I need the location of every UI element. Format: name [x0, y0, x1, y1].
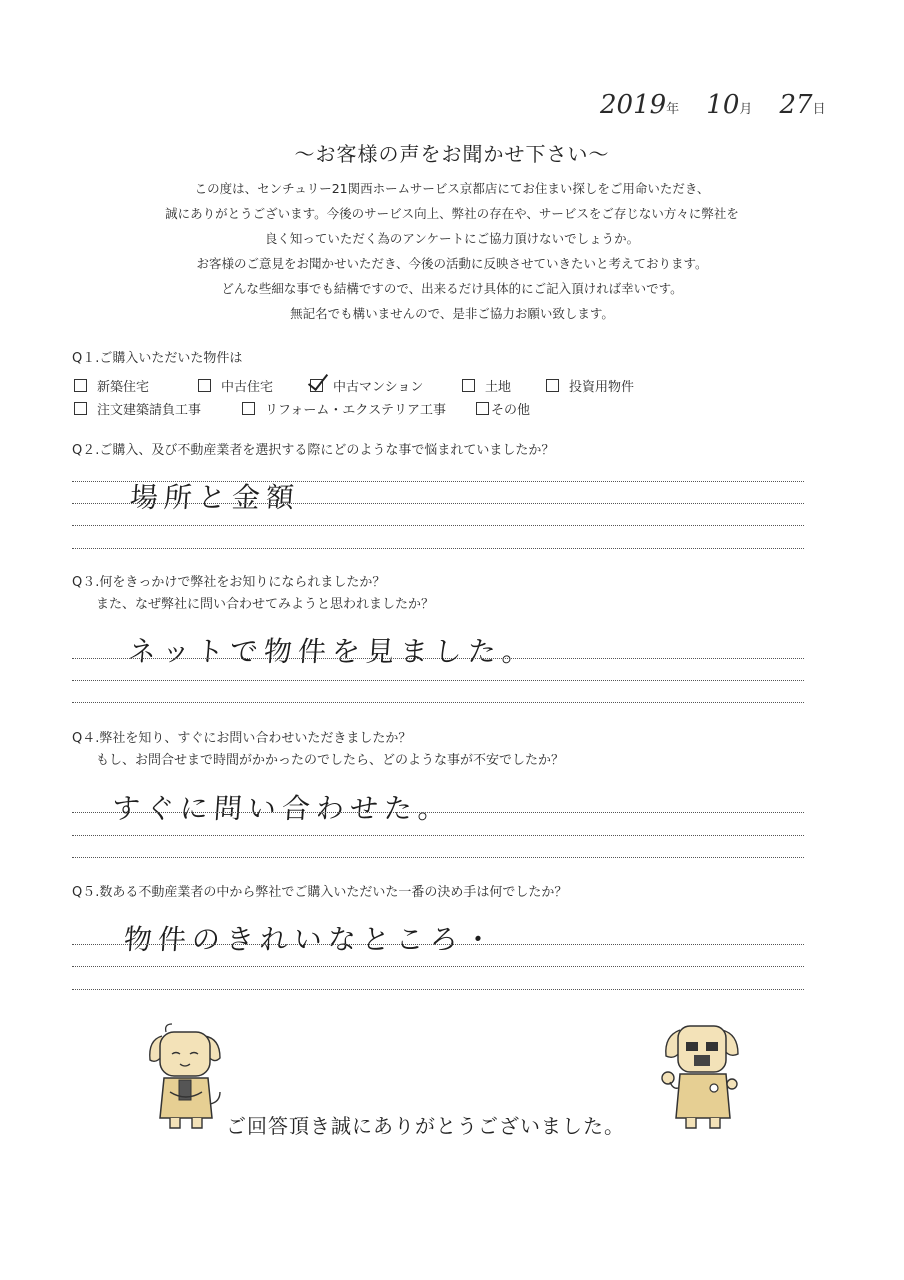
intro-line: お客様のご意見をお聞かせいただき、今後の活動に反映させていきたいと考えております。 — [196, 256, 708, 271]
q5-answer[interactable]: 物件のきれいなところ・ — [122, 923, 500, 956]
option-label: 新築住宅 — [97, 380, 150, 395]
date-day: 27 — [779, 90, 813, 120]
answer-line — [72, 812, 804, 813]
answer-line — [72, 548, 804, 549]
mascot-dog-left-icon — [146, 1020, 226, 1132]
answer-line — [72, 503, 804, 504]
answer-line — [72, 966, 804, 967]
intro-line: 誠にありがとうございます。今後のサービス向上、弊社の存在や、サービスをご存じない方々に弊社を — [165, 206, 739, 221]
date-month: 10 — [706, 90, 740, 120]
option-label: 土地 — [485, 380, 512, 395]
checkbox-checked[interactable] — [310, 379, 323, 392]
date-year: 2019 — [600, 90, 667, 120]
q4-question-sub: もし、お問合せまで時間がかかったのでしたら、どのような事が不安でしたか？ — [96, 753, 565, 768]
option-label: リフォーム・エクステリア工事 — [265, 403, 446, 418]
q1-option-new-house[interactable] — [74, 376, 149, 395]
q1-option-investment[interactable] — [546, 376, 634, 395]
option-label: 中古マンション — [333, 380, 424, 395]
q2-answer[interactable]: 場所と金額 — [128, 481, 302, 514]
checkbox[interactable] — [198, 379, 211, 392]
option-label: 注文建築請負工事 — [97, 403, 202, 418]
answer-line — [72, 658, 804, 659]
q4-answer[interactable]: すぐに問い合わせた。 — [110, 792, 454, 825]
q1-option-used-mansion[interactable] — [310, 376, 423, 395]
q1-option-used-house[interactable] — [198, 376, 273, 395]
q1-option-land[interactable] — [462, 376, 511, 395]
answer-line — [72, 835, 804, 836]
q2-question: Q２.ご購入、及び不動産業者を選択する際にどのような事で悩まれていましたか？ — [72, 443, 555, 458]
answer-line — [72, 989, 804, 990]
checkbox[interactable] — [242, 402, 255, 415]
answer-line — [72, 702, 804, 703]
option-label: 中古住宅 — [221, 380, 274, 395]
intro-line: 無記名でも構いませんので、是非ご協力お願い致します。 — [290, 306, 614, 321]
intro-text — [0, 176, 904, 326]
checkbox[interactable] — [546, 379, 559, 392]
checkbox[interactable] — [74, 379, 87, 392]
answer-line — [72, 944, 804, 945]
answer-line — [72, 481, 804, 482]
q5-question: Q５.数ある不動産業者の中から弊社でご購入いただいた一番の決め手は何でしたか？ — [72, 885, 568, 900]
q3-question: Q３.何をきっかけで弊社をお知りになられましたか？ — [72, 575, 386, 590]
answer-line — [72, 857, 804, 858]
option-label: 投資用物件 — [569, 380, 635, 395]
checkbox[interactable] — [476, 402, 489, 415]
intro-line: この度は、センチュリー21関西ホームサービス京都店にてお住まい探しをご用命いただき、 — [194, 181, 710, 196]
q1-question: Q１.ご購入いただいた物件は — [72, 351, 243, 366]
q3-answer[interactable]: ネットで物件を見ました。 — [126, 635, 538, 668]
date-month-label: 月 — [739, 102, 753, 117]
answer-line — [72, 525, 804, 526]
date-day-label: 日 — [812, 102, 826, 117]
checkbox[interactable] — [74, 402, 87, 415]
mascot-dog-right-icon — [658, 1022, 748, 1134]
checkbox[interactable] — [462, 379, 475, 392]
q1-option-other[interactable] — [476, 399, 530, 418]
q3-question-sub: また、なぜ弊社に問い合わせてみようと思われましたか？ — [96, 597, 435, 612]
survey-date — [600, 90, 840, 130]
survey-title: ～お客様の声をお聞かせ下さい～ — [294, 142, 610, 166]
q1-option-custom-build[interactable] — [74, 399, 201, 418]
q4-question: Q４.弊社を知り、すぐにお問い合わせいただきましたか？ — [72, 731, 412, 746]
date-year-label: 年 — [666, 102, 680, 117]
option-label: その他 — [491, 403, 531, 418]
thanks-message: ご回答頂き誠にありがとうございました。 — [226, 1114, 625, 1138]
intro-line: 良く知っていただく為のアンケートにご協力頂けないでしょうか。 — [264, 231, 640, 246]
intro-line: どんな些細な事でも結構ですので、出来るだけ具体的にご記入頂ければ幸いです。 — [221, 281, 683, 296]
q1-option-reform[interactable] — [242, 399, 446, 418]
answer-line — [72, 680, 804, 681]
